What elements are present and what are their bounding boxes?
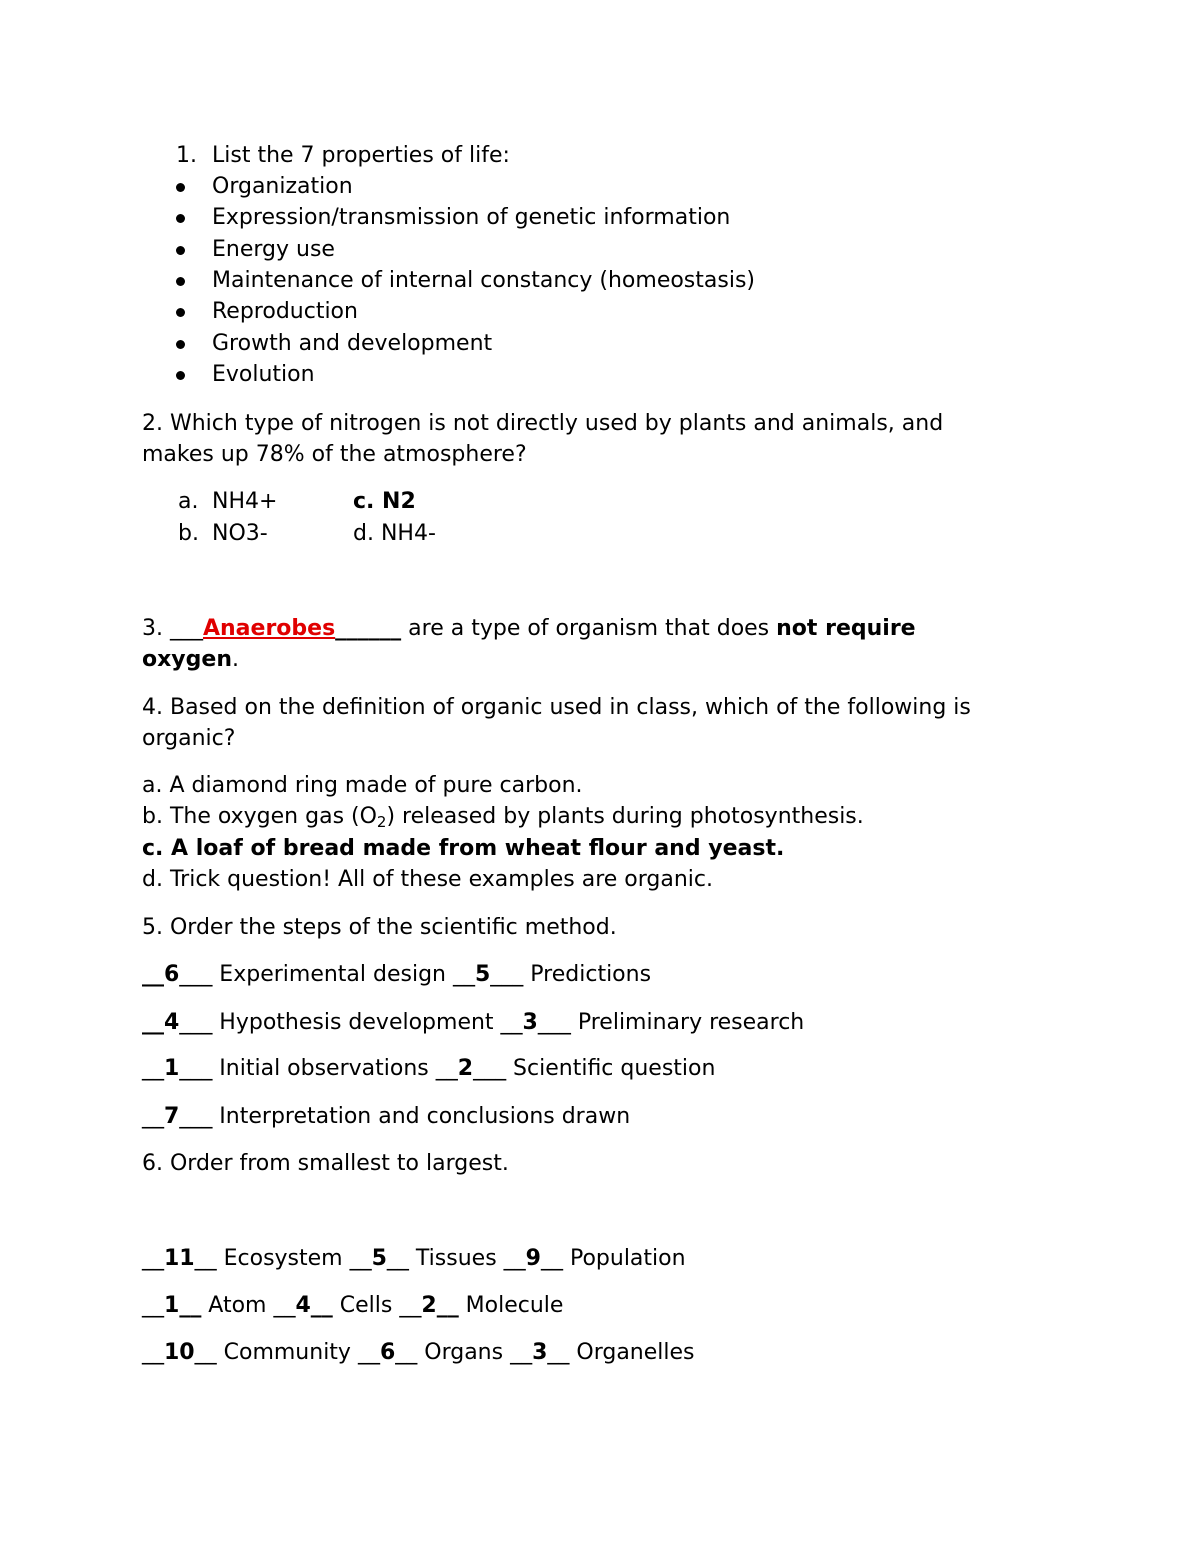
q3-blank: ______ [335,616,402,641]
blank-suffix: __ [547,1340,570,1365]
rank-number: 9 [525,1246,541,1271]
blank-prefix: __ [435,1056,458,1081]
bullet-icon [176,340,185,349]
level-label: Molecule [458,1293,564,1318]
q1-bullet-text: Organization [212,174,353,199]
blank-suffix: __ [395,1340,418,1365]
step-label: Scientific question [506,1056,716,1081]
blank-suffix: __ [540,1246,563,1271]
q1-bullet-text: Energy use [212,237,335,262]
blank-suffix: ___ [179,1104,213,1129]
blank-suffix: __ [436,1293,459,1318]
bullet-icon [176,214,185,223]
step-label: Preliminary research [570,1010,805,1035]
blank-prefix: __ [142,962,164,987]
q6-prompt: 6. Order from smallest to largest. [142,1151,509,1176]
q2-option-d: d. NH4- [353,521,436,546]
q2-question-line-1: 2. Which type of nitrogen is not directly used by plants and animals, and [142,411,944,436]
blank-prefix: __ [142,1010,164,1035]
blank-suffix: ___ [473,1056,507,1081]
blank-prefix: __ [510,1340,533,1365]
level-label: Organelles [569,1340,695,1365]
q3-middle: are a type of organism that does [401,616,777,641]
blank-prefix: __ [142,1246,164,1271]
q5-row [142,1103,630,1131]
q5-row [142,961,651,989]
q4-option-b-sub: 2 [376,813,387,831]
step-label: Predictions [523,962,652,987]
level-label: Tissues [408,1246,504,1271]
q2-question-line-2: makes up 78% of the atmosphere? [142,442,527,467]
q2-option-a-label: a. [178,489,199,514]
q5-row [142,1055,715,1083]
step-label: Experimental design [212,962,453,987]
q1-number: 1. [176,143,197,168]
step-number: 2 [457,1056,474,1081]
rank-number: 4 [295,1293,311,1318]
q1-bullet-text: Expression/transmission of genetic information [212,205,731,230]
blank-suffix: ___ [537,1010,571,1035]
q1-bullet-text: Evolution [212,362,315,387]
step-number: 5 [474,962,491,987]
blank-suffix: __ [194,1340,217,1365]
blank-suffix: ___ [179,1056,213,1081]
q1-bullet-text: Growth and development [212,331,493,356]
q1-bullet-text: Maintenance of internal constancy (homeostasis) [212,268,755,293]
rank-number: 2 [421,1293,437,1318]
blank-prefix: __ [357,1340,380,1365]
q1-prompt: List the 7 properties of life: [212,143,510,168]
blank-prefix: __ [142,1293,164,1318]
blank-suffix: ___ [179,1010,213,1035]
q6-row [142,1245,686,1273]
blank-suffix: ___ [490,962,524,987]
q5-prompt: 5. Order the steps of the scientific method. [142,915,617,940]
q2-option-b: NO3- [212,521,268,546]
step-label: Initial observations [212,1056,436,1081]
blank-prefix: __ [142,1104,164,1129]
q4-option-c-answer: c. A loaf of bread made from wheat flour and yeast. [142,836,785,861]
level-label: Cells [332,1293,400,1318]
q4-option-b-pre: b. The oxygen gas (O [142,804,377,829]
step-number: 7 [164,1104,180,1129]
blank-suffix: __ [179,1293,202,1318]
q4-option-b-post: ) released by plants during photosynthesis. [386,804,864,829]
step-label: Interpretation and conclusions drawn [212,1104,631,1129]
rank-number: 5 [371,1246,387,1271]
blank-prefix: __ [142,1340,164,1365]
step-number: 6 [164,962,180,987]
blank-prefix: __ [273,1293,296,1318]
blank-suffix: __ [310,1293,333,1318]
level-label: Community [216,1340,358,1365]
q3-line2-end: . [231,647,239,672]
q4-option-d: d. Trick question! All of these examples are organic. [142,867,713,892]
blank-prefix: __ [503,1246,526,1271]
bullet-icon [176,277,185,286]
q3-line-2 [142,646,239,674]
q3-bold-end: not require [776,616,916,641]
q2-option-b-label: b. [178,521,199,546]
blank-prefix: __ [500,1010,523,1035]
level-label: Population [562,1246,686,1271]
q3-answer: Anaerobes [202,616,336,641]
blank-suffix: __ [194,1246,217,1271]
q2-option-c-answer: c. N2 [353,489,416,514]
q6-row [142,1292,563,1320]
bullet-icon [176,183,185,192]
level-label: Atom [201,1293,274,1318]
q2-option-a: NH4+ [212,489,278,514]
q1-bullet-text: Reproduction [212,299,358,324]
q4-option-b [142,803,864,836]
blank-suffix: __ [386,1246,409,1271]
q3-line2-bold: oxygen [142,647,232,672]
blank-suffix: ___ [179,962,213,987]
bullet-icon [176,371,185,380]
rank-number: 6 [379,1340,396,1365]
q4-question-line-1: 4. Based on the definition of organic used in class, which of the following is [142,695,971,720]
rank-number: 1 [164,1293,180,1318]
rank-number: 11 [164,1246,195,1271]
step-number: 3 [522,1010,538,1035]
q3-line-1 [142,615,916,643]
blank-prefix: __ [399,1293,422,1318]
step-number: 1 [164,1056,180,1081]
blank-prefix: __ [452,962,475,987]
q3-prefix: 3. ___ [142,616,203,641]
rank-number: 10 [164,1340,195,1365]
blank-prefix: __ [142,1056,164,1081]
q4-question-line-2: organic? [142,726,236,751]
level-label: Ecosystem [216,1246,350,1271]
rank-number: 3 [532,1340,548,1365]
step-label: Hypothesis development [212,1010,501,1035]
bullet-icon [176,308,185,317]
blank-prefix: __ [349,1246,372,1271]
q6-row [142,1339,695,1367]
q4-option-a: a. A diamond ring made of pure carbon. [142,773,583,798]
bullet-icon [176,246,185,255]
step-number: 4 [164,1010,180,1035]
q5-row [142,1009,804,1037]
level-label: Organs [417,1340,511,1365]
